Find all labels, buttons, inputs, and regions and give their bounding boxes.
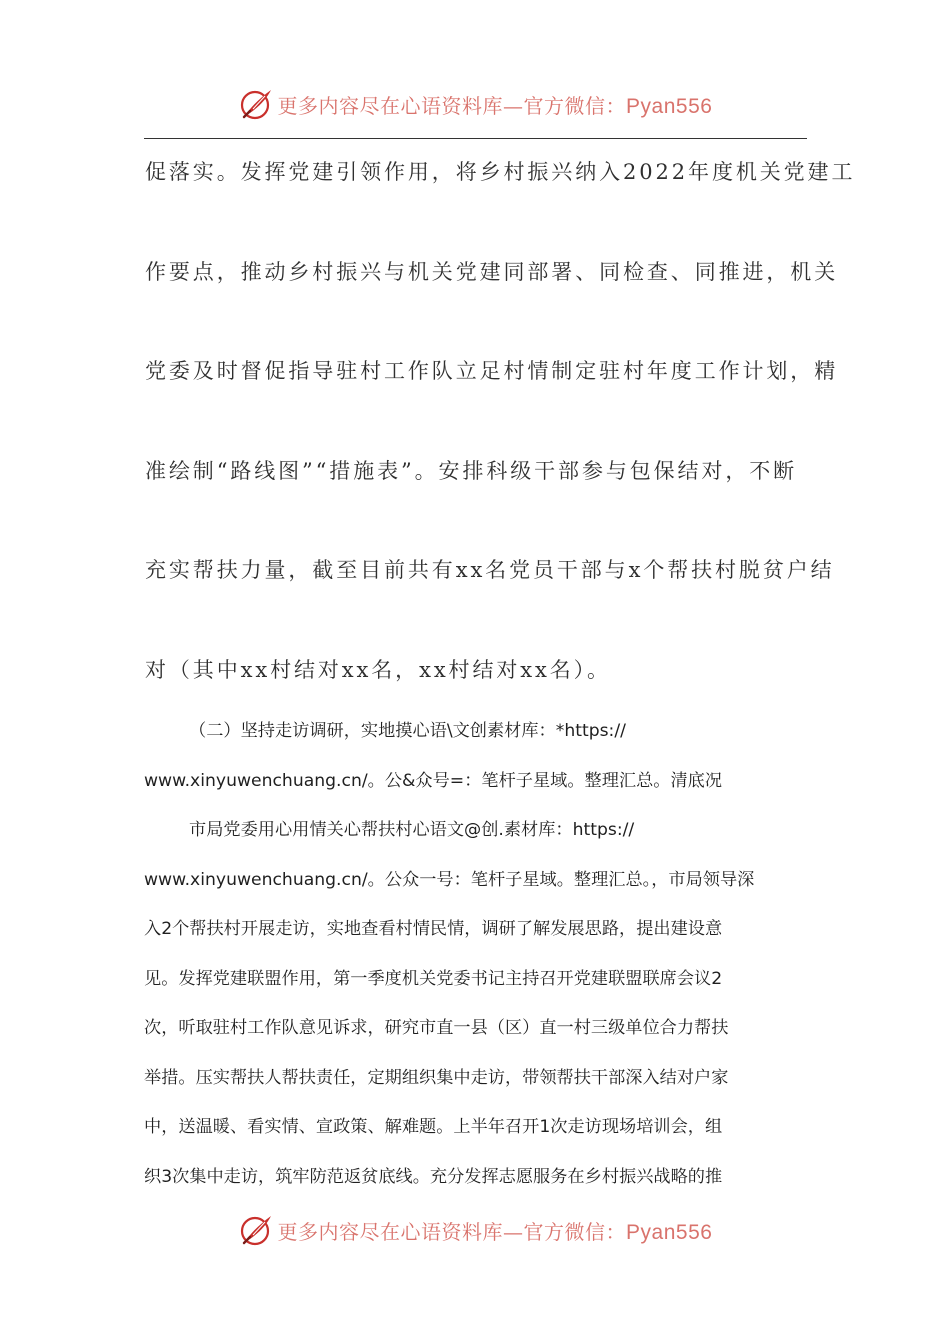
footer-banner-cn: 更多内容尽在心语资料库—官方微信： (277, 1219, 627, 1244)
footer-banner (0, 1208, 950, 1252)
text-line: 对（其中xx村结对xx名，xx村结对xx名）。 (145, 657, 611, 682)
text-line: 促落实。发挥党建引领作用，将乡村振兴纳入2022年度机关党建工 (145, 160, 856, 184)
header-divider (144, 138, 807, 139)
text-line: 准绘制“路线图”“措施表”。安排科级干部参与包保结对，不断 (145, 458, 798, 483)
text-line: 织3次集中走访，筑牢防范返贫底线。充分发挥志愿服务在乡村振兴战略的推 (144, 1166, 723, 1187)
section-heading-line: （二）坚持走访调研，实地摸心语\文创素材库：*https:// (189, 721, 626, 741)
header-banner-cn: 更多内容尽在心语资料库—官方微信： (277, 93, 627, 118)
footer-banner-wechat-id: Pyan556 (626, 1220, 713, 1244)
footer-banner-text (278, 1216, 713, 1245)
text-line: www.xinyuwenchuang.cn/。公众一号：笔杆子星域。整理汇总。，市局领导深 (144, 869, 755, 890)
quill-pen-logo-icon (238, 86, 274, 122)
section-two (144, 708, 814, 1203)
text-line: 次，听取驻村工作队意见诉求，研究市直一县（区）直一村三级单位合力帮扶 (144, 1018, 729, 1038)
paragraph-continued (145, 150, 856, 747)
paragraph-first-line: 市局党委用心用情关心帮扶村心语文@创.素材库：https:// (189, 820, 635, 840)
header-banner-text (278, 90, 713, 119)
text-line: 入2个帮扶村开展走访，实地查看村情民情，调研了解发展思路，提出建设意 (144, 919, 723, 939)
text-line: 党委及时督促指导驻村工作队立足村情制定驻村年度工作计划，精 (145, 359, 839, 383)
text-line: 充实帮扶力量，截至目前共有xx名党员干部与x个帮扶村脱贫户结 (145, 558, 835, 582)
text-line: 作要点，推动乡村振兴与机关党建同部署、同检查、同推进，机关 (145, 259, 839, 284)
header-banner-wechat-id: Pyan556 (626, 94, 713, 118)
quill-pen-logo-icon (238, 1212, 274, 1248)
header-banner (0, 82, 950, 126)
text-line: www.xinyuwenchuang.cn/。公&众号=：笔杆子星域。整理汇总。清底况 (144, 770, 723, 791)
text-line: 中，送温暖、看实情、宣政策、解难题。上半年召开1次走访现场培训会，组 (144, 1117, 723, 1137)
text-line: 举措。压实帮扶人帮扶责任，定期组织集中走访，带领帮扶干部深入结对户家 (144, 1067, 729, 1088)
text-line: 见。发挥党建联盟作用，第一季度机关党委书记主持召开党建联盟联席会议2 (144, 968, 723, 989)
